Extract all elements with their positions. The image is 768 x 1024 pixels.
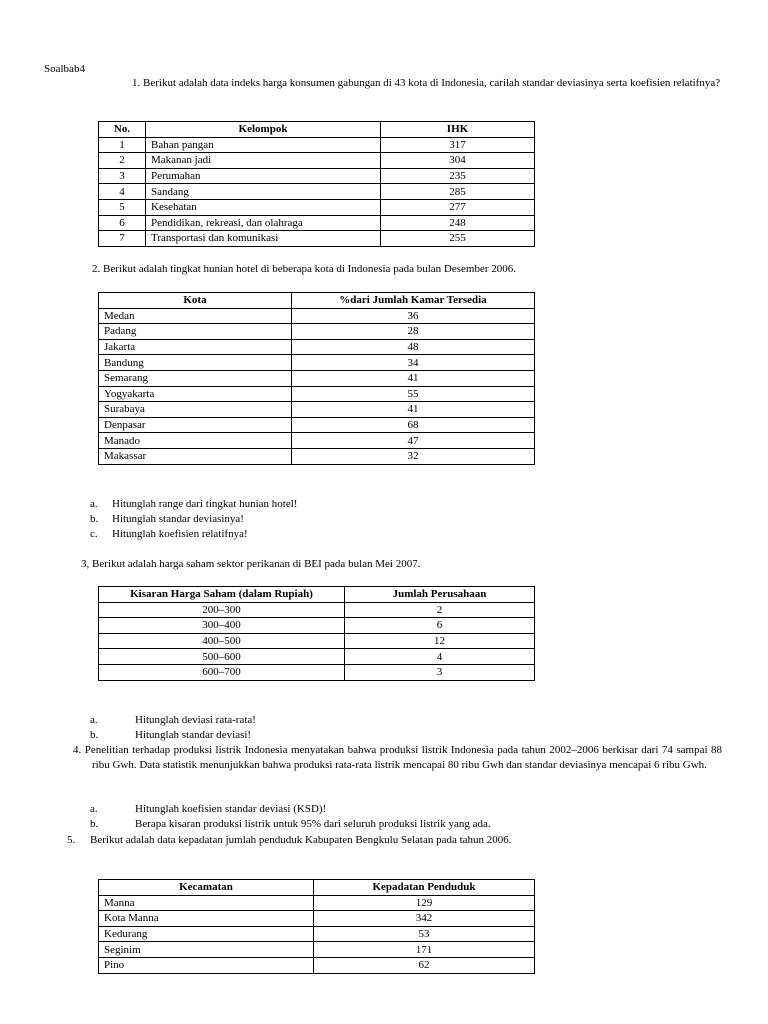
cell-kecamatan: Manna: [99, 895, 314, 911]
table-row: [99, 199, 535, 215]
list-item: [90, 802, 491, 817]
cell-persen: 47: [292, 433, 535, 449]
list-marker: a.: [90, 803, 98, 815]
question-1-text: 1. Berikut adalah data indeks harga konsumen gabungan di 43 kota di Indonesia, carilah standar deviasinya serta koefisien relatifnya?: [132, 77, 721, 89]
cell-kecamatan: Kota Manna: [99, 911, 314, 927]
table-row: [99, 153, 535, 169]
cell-jumlah: 2: [345, 602, 535, 618]
cell-kota: Padang: [99, 324, 292, 340]
cell-persen: 41: [292, 370, 535, 386]
list-item-text: Hitunglah koefisien standar deviasi (KSD)!: [135, 803, 327, 815]
document-header: Soalbab4: [44, 63, 85, 75]
table-row: [99, 184, 535, 200]
table-row: [99, 215, 535, 231]
list-item-text: Hitunglah range dari tingkat hunian hotel!: [112, 498, 298, 510]
cell-persen: 55: [292, 386, 535, 402]
table-row: [99, 402, 535, 418]
cell-no: 3: [99, 168, 146, 184]
list-marker: b.: [90, 818, 99, 830]
cell-kepadatan: 171: [314, 942, 535, 958]
cell-no: 7: [99, 231, 146, 247]
question-2-text: 2. Berikut adalah tingkat hunian hotel di beberapa kota di Indonesia pada bulan Desember 2006.: [92, 263, 516, 275]
list-item-text: Hitunglah koefisien relatifnya!: [112, 528, 248, 540]
col-header-no: No.: [99, 122, 146, 138]
table-kepadatan-penduduk: [98, 879, 535, 974]
cell-jumlah: 6: [345, 618, 535, 634]
list-marker: a.: [90, 714, 98, 726]
cell-kota: Manado: [99, 433, 292, 449]
table-header-row: [99, 587, 535, 603]
question-3-subitems: [90, 713, 256, 743]
table-row: [99, 417, 535, 433]
col-header-kepadatan: Kepadatan Penduduk: [314, 880, 535, 896]
question-3-text: 3, Berikut adalah harga saham sektor perikanan di BEI pada bulan Mei 2007.: [81, 558, 421, 570]
list-item: [90, 512, 297, 527]
cell-kepadatan: 129: [314, 895, 535, 911]
cell-no: 2: [99, 153, 146, 169]
cell-kisaran: 300–400: [99, 618, 345, 634]
cell-kelompok: Bahan pangan: [146, 137, 381, 153]
cell-kelompok: Kesehatan: [146, 199, 381, 215]
list-item-text: Berapa kisaran produksi listrik untuk 95% dari seluruh produksi listrik yang ada.: [135, 818, 491, 830]
cell-jumlah: 12: [345, 633, 535, 649]
table-row: [99, 355, 535, 371]
cell-no: 6: [99, 215, 146, 231]
cell-ihk: 304: [381, 153, 535, 169]
cell-persen: 41: [292, 402, 535, 418]
cell-kecamatan: Kedurang: [99, 926, 314, 942]
cell-kisaran: 500–600: [99, 649, 345, 665]
cell-persen: 48: [292, 339, 535, 355]
list-marker: b.: [90, 513, 99, 525]
table-row: [99, 370, 535, 386]
table-row: [99, 231, 535, 247]
col-header-persen: %dari Jumlah Kamar Tersedia: [292, 293, 535, 309]
cell-persen: 36: [292, 308, 535, 324]
list-item: [90, 728, 256, 743]
table-row: [99, 137, 535, 153]
table-row: [99, 649, 535, 665]
table-header-row: [99, 293, 535, 309]
table-row: [99, 433, 535, 449]
cell-kepadatan: 53: [314, 926, 535, 942]
col-header-kecamatan: Kecamatan: [99, 880, 314, 896]
list-marker: c.: [90, 528, 98, 540]
table-row: [99, 664, 535, 680]
cell-kota: Makassar: [99, 448, 292, 464]
cell-jumlah: 3: [345, 664, 535, 680]
table-row: [99, 942, 535, 958]
list-item: [90, 497, 297, 512]
table-row: [99, 339, 535, 355]
cell-ihk: 248: [381, 215, 535, 231]
list-item-text: Hitunglah deviasi rata-rata!: [135, 714, 256, 726]
cell-kisaran: 200–300: [99, 602, 345, 618]
cell-kepadatan: 62: [314, 957, 535, 973]
table-row: [99, 168, 535, 184]
table-row: [99, 448, 535, 464]
cell-kota: Yogyakarta: [99, 386, 292, 402]
table-row: [99, 386, 535, 402]
table-row: [99, 895, 535, 911]
list-item: [90, 527, 297, 542]
col-header-kota: Kota: [99, 293, 292, 309]
table-row: [99, 633, 535, 649]
cell-no: 1: [99, 137, 146, 153]
cell-kelompok: Pendidikan, rekreasi, dan olahraga: [146, 215, 381, 231]
col-header-kisaran: Kisaran Harga Saham (dalam Rupiah): [99, 587, 345, 603]
question-4-text: 4. Penelitian terhadap produksi listrik Indonesia menyatakan bahwa produksi listrik Indonesia pada tahun 2002–2006 berkisar dari 74 sampai 88 ribu Gwh. Data statistik menunjukkan bahwa produksi rata-rata listrik mencapai 80 ribu Gwh dan standar deviasinya mencapai 6 ribu Gwh.: [73, 744, 722, 771]
col-header-jumlah: Jumlah Perusahaan: [345, 587, 535, 603]
table-header-row: [99, 880, 535, 896]
question-5-number: 5.: [67, 834, 76, 846]
table-harga-saham: [98, 586, 535, 681]
cell-kota: Surabaya: [99, 402, 292, 418]
table-row: [99, 926, 535, 942]
cell-kota: Medan: [99, 308, 292, 324]
question-4-subitems: [90, 802, 491, 832]
cell-kelompok: Makanan jadi: [146, 153, 381, 169]
cell-jumlah: 4: [345, 649, 535, 665]
question-5-text: Berikut adalah data kepadatan jumlah penduduk Kabupaten Bengkulu Selatan pada tahun 2006.: [90, 834, 512, 846]
cell-kecamatan: Seginim: [99, 942, 314, 958]
table-row: [99, 618, 535, 634]
cell-persen: 28: [292, 324, 535, 340]
cell-kisaran: 600–700: [99, 664, 345, 680]
list-item-text: Hitunglah standar deviasi!: [135, 729, 252, 741]
cell-kota: Bandung: [99, 355, 292, 371]
table-row: [99, 324, 535, 340]
col-header-kelompok: Kelompok: [146, 122, 381, 138]
cell-ihk: 235: [381, 168, 535, 184]
cell-persen: 34: [292, 355, 535, 371]
list-marker: a.: [90, 498, 98, 510]
cell-kelompok: Sandang: [146, 184, 381, 200]
cell-kisaran: 400–500: [99, 633, 345, 649]
col-header-ihk: IHK: [381, 122, 535, 138]
list-item: [90, 713, 256, 728]
cell-persen: 68: [292, 417, 535, 433]
table-ihk: [98, 121, 535, 247]
cell-kelompok: Perumahan: [146, 168, 381, 184]
cell-ihk: 277: [381, 199, 535, 215]
cell-kota: Semarang: [99, 370, 292, 386]
cell-persen: 32: [292, 448, 535, 464]
cell-ihk: 317: [381, 137, 535, 153]
table-header-row: [99, 122, 535, 138]
table-row: [99, 602, 535, 618]
list-item: [90, 817, 491, 832]
cell-kota: Denpasar: [99, 417, 292, 433]
table-hunian-hotel: [98, 292, 535, 465]
cell-ihk: 285: [381, 184, 535, 200]
cell-ihk: 255: [381, 231, 535, 247]
question-2-subitems: [90, 497, 297, 542]
table-row: [99, 308, 535, 324]
cell-no: 5: [99, 199, 146, 215]
cell-no: 4: [99, 184, 146, 200]
cell-kecamatan: Pino: [99, 957, 314, 973]
cell-kelompok: Transportasi dan komunikasi: [146, 231, 381, 247]
list-marker: b.: [90, 729, 99, 741]
cell-kepadatan: 342: [314, 911, 535, 927]
cell-kota: Jakarta: [99, 339, 292, 355]
table-row: [99, 957, 535, 973]
list-item-text: Hitunglah standar deviasinya!: [112, 513, 244, 525]
table-row: [99, 911, 535, 927]
